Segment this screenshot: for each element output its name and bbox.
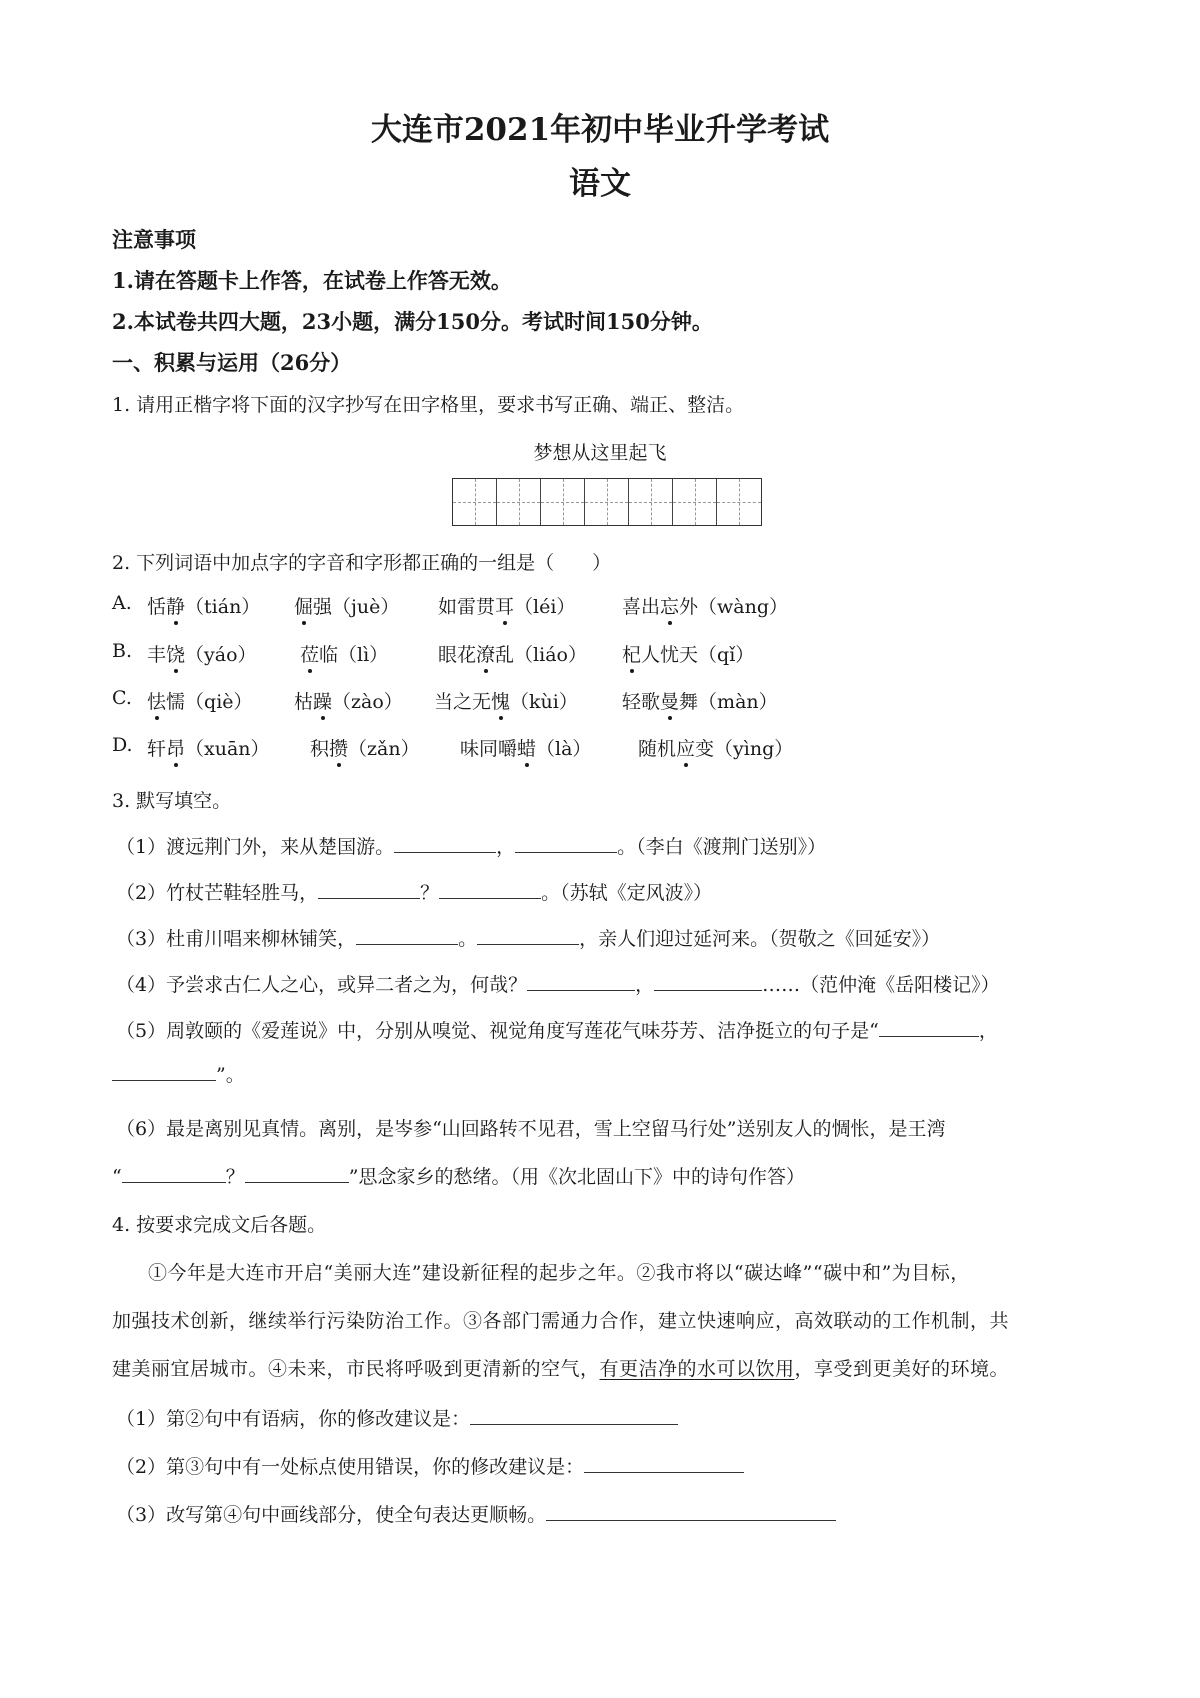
- option-word: 轻歌曼舞（màn）: [622, 687, 778, 714]
- option-label[interactable]: A.: [112, 592, 132, 614]
- answer-blank[interactable]: [356, 925, 458, 945]
- dotted-character: 蜡: [517, 734, 536, 761]
- grid-cell[interactable]: [717, 479, 761, 525]
- grid-cell[interactable]: [541, 479, 585, 525]
- option-label[interactable]: C.: [112, 687, 132, 709]
- q3-sentence-5: （5）周敦颐的《爱莲说》中，分别从嗅觉、视觉角度写莲花气味芬芳、洁净挺立的句子是“ ，: [116, 1016, 998, 1043]
- answer-blank[interactable]: [112, 1061, 216, 1081]
- answer-blank[interactable]: [122, 1163, 226, 1183]
- exam-subject: 语文: [569, 166, 631, 202]
- q4-paragraph-line-1: ①今年是大连市开启“美丽大连”建设新征程的起步之年。②我市将以“碳达峰”“碳中和”为目标，: [148, 1262, 970, 1284]
- q3-sentence-1: （1）渡远荆门外，来从楚国游。 ， 。（李白《渡荆门送别》）: [116, 832, 826, 859]
- notice-item-2: 2.本试卷共四大题，23小题，满分150分。考试时间150分钟。: [112, 309, 713, 334]
- dotted-character: 攒: [329, 734, 348, 761]
- dotted-character: 杞: [622, 640, 641, 667]
- option-word: 恬静（tián）: [147, 592, 260, 619]
- q3-sentence-6: （6）最是离别见真情。离别，是岑参“山回路转不见君，雪上空留马行处”送别友人的惆怅，是王湾: [116, 1118, 946, 1140]
- dotted-character: 静: [166, 592, 185, 619]
- q3-stem: 3. 默写填空。: [112, 790, 232, 812]
- answer-blank[interactable]: [527, 971, 635, 991]
- option-word: 喜出忘外（wàng）: [622, 592, 788, 619]
- q4-paragraph-line-3: 建美丽宜居城市。④未来，市民将呼吸到更清新的空气，有更洁净的水可以饮用，享受到更美好的环境。: [112, 1358, 1010, 1380]
- q4-paragraph-line-2: 加强技术创新，继续举行污染防治工作。③各部门需通力合作，建立快速响应，高效联动的工作机制，共: [112, 1310, 1010, 1332]
- option-word: 杞人忧天（qǐ）: [622, 640, 754, 667]
- option-word: 味同嚼蜡（là）: [460, 734, 591, 761]
- dotted-character: 饶: [166, 640, 185, 667]
- q3-sentence-5-cont: ”。: [112, 1060, 245, 1087]
- answer-blank[interactable]: [470, 1405, 678, 1425]
- answer-blank[interactable]: [245, 1163, 349, 1183]
- q3-sentence-6-cont: “ ？ ”思念家乡的愁绪。（用《次北固山下》中的诗句作答）: [112, 1162, 805, 1189]
- answer-blank[interactable]: [584, 1453, 744, 1473]
- q3-sentence-2: （2）竹杖芒鞋轻胜马， ？ 。（苏轼《定风波》）: [116, 878, 712, 905]
- grid-cell[interactable]: [497, 479, 541, 525]
- option-word: 轩昂（xuān）: [147, 734, 270, 761]
- option-word: 枯躁（zào）: [294, 687, 403, 714]
- answer-blank[interactable]: [318, 879, 420, 899]
- option-word: 倔强（juè）: [294, 592, 399, 619]
- option-word: 随机应变（yìng）: [638, 734, 793, 761]
- q1-stem: 1. 请用正楷字将下面的汉字抄写在田字格里，要求书写正确、端正、整洁。: [112, 394, 745, 416]
- dotted-character: 潦: [476, 640, 495, 667]
- notice-item-1: 1.请在答题卡上作答，在试卷上作答无效。: [112, 268, 512, 293]
- option-word: 眼花潦乱（liáo）: [438, 640, 587, 667]
- dotted-character: 曼: [660, 687, 679, 714]
- option-word: 丰饶（yáo）: [147, 640, 257, 667]
- dotted-character: 应: [676, 734, 695, 761]
- dotted-character: 忘: [660, 592, 679, 619]
- grid-cell[interactable]: [585, 479, 629, 525]
- option-label[interactable]: D.: [112, 734, 133, 756]
- answer-blank[interactable]: [477, 925, 579, 945]
- option-word: 积攒（zǎn）: [310, 734, 420, 761]
- dotted-character: 躁: [313, 687, 332, 714]
- answer-blank[interactable]: [515, 833, 617, 853]
- option-word: 莅临（lì）: [300, 640, 388, 667]
- grid-cell[interactable]: [453, 479, 497, 525]
- underlined-phrase: 有更洁净的水可以饮用: [599, 1358, 795, 1380]
- option-word: 如雷贯耳（léi）: [438, 592, 575, 619]
- q4-sub-2: （2）第③句中有一处标点使用错误，你的修改建议是：: [116, 1452, 744, 1479]
- dotted-character: 怯: [147, 687, 166, 714]
- grid-cell[interactable]: [629, 479, 673, 525]
- tianzige-grid[interactable]: [452, 478, 762, 526]
- q2-stem: 2. 下列词语中加点字的字音和字形都正确的一组是（ ）: [112, 552, 612, 574]
- option-word: 当之无愧（kùi）: [434, 687, 578, 714]
- answer-blank[interactable]: [879, 1017, 979, 1037]
- answer-blank[interactable]: [546, 1501, 836, 1521]
- option-label[interactable]: B.: [112, 640, 133, 662]
- q1-phrase: 梦想从这里起飞: [533, 442, 667, 464]
- q4-stem: 4. 按要求完成文后各题。: [112, 1214, 327, 1236]
- q3-sentence-3: （3）杜甫川唱来柳林铺笑， 。 ，亲人们迎过延河来。（贺敬之《回延安》）: [116, 924, 940, 951]
- q4-sub-1: （1）第②句中有语病，你的修改建议是：: [116, 1404, 678, 1431]
- q4-sub-3: （3）改写第④句中画线部分，使全句表达更顺畅。: [116, 1500, 836, 1527]
- option-word: 怯懦（qiè）: [147, 687, 253, 714]
- answer-blank[interactable]: [439, 879, 541, 899]
- dotted-character: 愧: [491, 687, 510, 714]
- grid-cell[interactable]: [673, 479, 717, 525]
- answer-blank[interactable]: [394, 833, 496, 853]
- notice-heading: 注意事项: [112, 227, 196, 252]
- q3-sentence-4: （4）予尝求古仁人之心，或异二者之为，何哉？ ， ……（范仲淹《岳阳楼记》）: [116, 970, 1000, 997]
- dotted-character: 莅: [300, 640, 319, 667]
- dotted-character: 耳: [495, 592, 514, 619]
- section-heading: 一、积累与运用（26分）: [112, 350, 352, 375]
- dotted-character: 昂: [166, 734, 185, 761]
- answer-blank[interactable]: [654, 971, 762, 991]
- dotted-character: 倔: [294, 592, 313, 619]
- exam-title: 大连市2021年初中毕业升学考试: [370, 112, 830, 148]
